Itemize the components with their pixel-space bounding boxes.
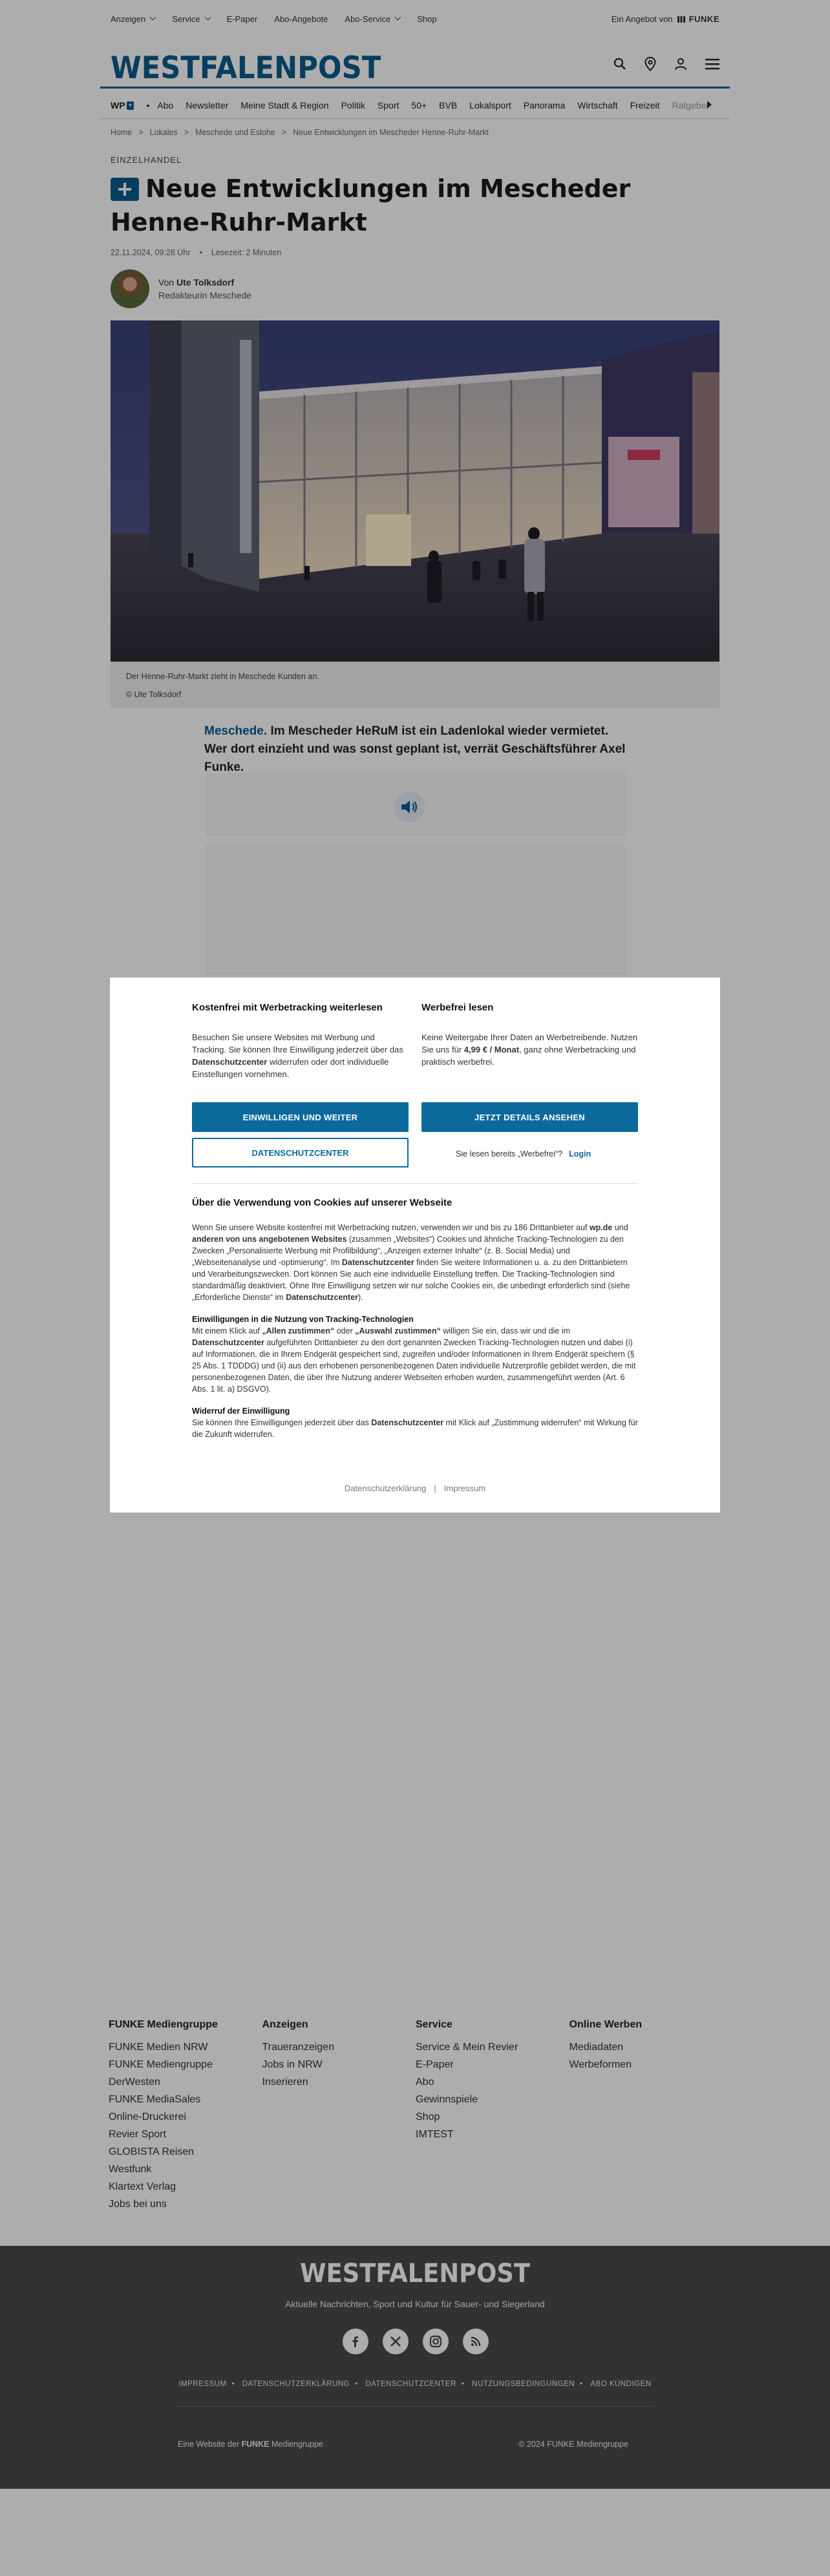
- footer-col-title: Online Werben: [569, 2019, 643, 2030]
- footer-link[interactable]: Werbeformen: [569, 2059, 632, 2070]
- offer-brand: FUNKE: [688, 14, 719, 24]
- consent-paragraph-2: [192, 1325, 638, 1395]
- link-sep: •: [231, 2380, 235, 2388]
- footer-link[interactable]: Revier Sport: [109, 2129, 166, 2140]
- topbar-link-label: Abo-Service: [345, 14, 391, 24]
- nav-item-politik[interactable]: Politik: [341, 100, 365, 110]
- text: ).: [358, 1293, 363, 1302]
- text: oder: [336, 1326, 353, 1335]
- footer-link[interactable]: Online-Druckerei: [109, 2111, 187, 2122]
- nav-item-ratgeber[interactable]: Ratgeber: [672, 100, 710, 110]
- details-button[interactable]: JETZT DETAILS ANSEHEN: [421, 1102, 638, 1132]
- link-sep: •: [355, 2380, 358, 2388]
- site-logo[interactable]: WESTFALENPOST: [111, 50, 381, 86]
- consent-left-text: [192, 1031, 409, 1080]
- nav-item-sport[interactable]: Sport: [377, 100, 399, 110]
- privacy-center-link[interactable]: Datenschutzcenter: [192, 1057, 268, 1067]
- publisher-prefix: Eine Website der: [178, 2440, 239, 2449]
- caption-text: Der Henne-Ruhr-Markt zieht in Meschede Kunden an.: [126, 672, 319, 681]
- consent-subtitle-tracking: Einwilligungen in die Nutzung von Tracking-Technologien: [192, 1315, 414, 1324]
- privacy-center-link[interactable]: Datenschutzcenter: [192, 1338, 264, 1347]
- other-sites-link[interactable]: anderen von uns angebotenen Websites: [192, 1235, 347, 1244]
- login-link[interactable]: Login: [569, 1149, 591, 1158]
- nav-dot: •: [146, 100, 150, 110]
- footer-link[interactable]: GLOBISTA Reisen: [109, 2146, 195, 2157]
- caption-credit: © Ute Tolksdorf: [126, 690, 182, 699]
- footer-link[interactable]: FUNKE MediaSales: [109, 2094, 201, 2105]
- consent-details: [192, 1197, 638, 1440]
- nav-item-lokalsport[interactable]: Lokalsport: [469, 100, 511, 110]
- consent-right-column: [421, 1002, 638, 1068]
- author-prefix: Von: [158, 277, 175, 288]
- breadcrumb-current: Neue Entwicklungen im Mescheder Henne-Ruhr-Markt: [293, 128, 489, 137]
- text: finden Sie weitere Informationen u. a. zu den Drittanbietern und Verarbeitungszwecken. Dort können Sie auch eine individuelle Einstellung treffen. Die Tracking-Technologien sind standardmäßig deaktiviert. Ohne Ihre Einwilligung setzen wir nur solche Cookies ein, die unbedingt erforderlich sind (siehe „Erforderliche Dienste“ im: [192, 1258, 630, 1302]
- footer-link[interactable]: Traueranzeigen: [262, 2042, 334, 2053]
- footer-link[interactable]: Jobs in NRW: [262, 2059, 323, 2070]
- imprint-link[interactable]: Impressum: [443, 1483, 486, 1493]
- footer-link-abo-kuendigen[interactable]: ABO KÜNDIGEN: [590, 2380, 652, 2388]
- topbar-link-label: Service: [172, 14, 200, 24]
- lead-text: Im Mescheder HeRuM ist ein Ladenlokal wieder vermietet. Wer dort einzieht und was sonst geplant ist, verrät Geschäftsführer Axel Funke.: [204, 724, 626, 774]
- reading-time: Lesezeit: 2 Minuten: [211, 248, 282, 257]
- privacy-center-button[interactable]: DATENSCHUTZCENTER: [192, 1138, 409, 1168]
- footer-link[interactable]: DerWesten: [109, 2077, 160, 2088]
- footer-col-title: Service: [416, 2019, 452, 2030]
- consent-section-title: Über die Verwendung von Cookies auf unserer Webseite: [192, 1197, 452, 1208]
- already-text: Sie lesen bereits „Werbefrei“?: [456, 1149, 563, 1158]
- consent-divider: [192, 1183, 638, 1184]
- breadcrumb-meschede[interactable]: Meschede und Eslohe: [195, 128, 275, 137]
- footer-link[interactable]: Klartext Verlag: [109, 2181, 176, 2192]
- article-date: 22.11.2024, 09:28 Uhr: [111, 248, 191, 257]
- text: (zusammen „Websites“) Cookies und ähnliche Tracking-Technologien zu den Zwecken „Personalisierte Werbung mit Profilbildung“, „Anzeigen externer Inhalte“ (z. B. Social Media) und „Webseitenanalyse und -optimierung“. Im: [192, 1235, 624, 1267]
- consent-dialog: [110, 978, 720, 1513]
- consent-right-title: Werbefrei lesen: [421, 1002, 494, 1013]
- text: und: [614, 1223, 628, 1232]
- offer-prefix: Ein Angebot von: [611, 14, 673, 24]
- author-role: Redakteurin Meschede: [158, 290, 251, 300]
- article-kicker: EINZELHANDEL: [111, 155, 182, 165]
- nav-item-newsletter[interactable]: Newsletter: [186, 100, 229, 110]
- topbar-link-shop[interactable]: Shop: [417, 14, 437, 24]
- text: willigen Sie ein, dass wir und die im: [443, 1326, 570, 1335]
- already-subscribed: [456, 1149, 591, 1158]
- consent-left-title: Kostenfrei mit Werbetracking weiterlesen: [192, 1002, 383, 1013]
- footer-copyright: © 2024 FUNKE Mediengruppe: [518, 2440, 628, 2449]
- breadcrumb-sep: >: [138, 128, 144, 137]
- headline-text: Neue Entwicklungen im Mescheder Henne-Ruhr-Markt: [111, 174, 631, 236]
- footer-link[interactable]: Gewinnspiele: [416, 2094, 478, 2105]
- topbar-link-abo-angebote[interactable]: Abo-Angebote: [274, 14, 328, 24]
- text: Besuchen Sie unsere Websites mit Werbung und Tracking. Sie können Ihre Einwilligung jederzeit über das: [192, 1032, 403, 1054]
- footer-link[interactable]: Abo: [416, 2077, 434, 2088]
- footer-logo[interactable]: WESTFALENPOST: [300, 2259, 530, 2288]
- breadcrumb-lokales[interactable]: Lokales: [149, 128, 178, 137]
- lead-city: Meschede.: [204, 724, 268, 738]
- site-link[interactable]: wp.de: [589, 1223, 613, 1232]
- footer-link[interactable]: FUNKE Mediengruppe: [109, 2059, 213, 2070]
- footer-link[interactable]: Inserieren: [262, 2077, 308, 2088]
- nav-item-freizeit[interactable]: Freizeit: [630, 100, 660, 110]
- topbar-link-label: Anzeigen: [111, 14, 146, 24]
- footer-link-nutzungsbedingungen[interactable]: NUTZUNGSBEDINGUNGEN: [472, 2380, 575, 2388]
- nav-item-panorama[interactable]: Panorama: [523, 100, 566, 110]
- publisher-suffix: Mediengruppe: [271, 2440, 323, 2449]
- privacy-center-link[interactable]: Datenschutzcenter: [341, 1258, 414, 1267]
- footer-link[interactable]: Jobs bei uns: [109, 2199, 167, 2210]
- text: Mit einem Klick auf: [192, 1326, 260, 1335]
- nav-item-50plus[interactable]: 50+: [411, 100, 427, 110]
- footer-link[interactable]: IMTEST: [416, 2129, 454, 2140]
- topbar-link-epaper[interactable]: E-Paper: [226, 14, 258, 24]
- link-sep: •: [580, 2380, 583, 2388]
- footer-link[interactable]: Service & Mein Revier: [416, 2042, 518, 2053]
- footer-sep: |: [434, 1483, 436, 1493]
- privacy-policy-link[interactable]: Datenschutzerklärung: [344, 1483, 427, 1493]
- text: aufgeführten Drittanbieter zu den dort genannten Zwecken Tracking-Technologien nutzen und dabei (i) auf Informationen, die in Ihrem Endgerät gespeichert sind, zugreifen und/oder Informationen in Ihrem Endgerät speichern (§ 25 Abs. 1 TDDDG) und (ii) aus den erhobenen personenbezogenen Daten individuelle Nutzerprofile gebildet werden, die mit personenbezogenen Daten, die über Ihre Nutzung anderer Webseiten erhoben wurden, zusammengeführt werden (Art. 6 Abs. 1 lit. a) DSGVO).: [192, 1338, 636, 1394]
- footer-link-datenschutzcenter[interactable]: DATENSCHUTZCENTER: [365, 2380, 456, 2388]
- nav-item-wirtschaft[interactable]: Wirtschaft: [577, 100, 618, 110]
- nav-item-abo[interactable]: Abo: [157, 100, 174, 110]
- text: mit Klick auf „Zustimmung widerrufen“ mit Wirkung für die Zukunft widerrufen.: [192, 1418, 638, 1439]
- nav-item-meine-stadt[interactable]: Meine Stadt & Region: [240, 100, 329, 110]
- wp-label: WP: [111, 100, 125, 110]
- text: Sie können Ihre Einwilligungen jederzeit über das: [192, 1418, 369, 1427]
- breadcrumb-home[interactable]: Home: [111, 128, 133, 137]
- text: Wenn Sie unsere Website kostenfrei mit Werbetracking nutzen, verwenden wir und bis zu 186 Drittanbieter auf: [192, 1223, 588, 1232]
- footer-link[interactable]: FUNKE Medien NRW: [109, 2042, 208, 2053]
- text-bold: „Auswahl zustimmen“: [355, 1326, 441, 1335]
- consent-paragraph-1: [192, 1222, 638, 1303]
- footer-col-title: Anzeigen: [262, 2019, 308, 2030]
- consent-footer: [110, 1483, 720, 1493]
- author-name[interactable]: Ute Tolksdorf: [176, 277, 235, 288]
- consent-left-column: [192, 1002, 409, 1080]
- footer-col-title: FUNKE Mediengruppe: [109, 2019, 218, 2030]
- text: widerrufen oder dort individuelle Einstellungen vornehmen.: [192, 1057, 389, 1079]
- consent-subtitle-revoke: Widerruf der Einwilligung: [192, 1407, 290, 1416]
- plus-badge: +: [127, 101, 134, 110]
- privacy-center-link[interactable]: Datenschutzcenter: [286, 1293, 359, 1302]
- publisher-brand[interactable]: FUNKE: [241, 2440, 270, 2449]
- text-bold: „Allen zustimmen“: [262, 1326, 335, 1335]
- price: 4,99 € / Monat: [463, 1045, 520, 1054]
- consent-right-text: [421, 1031, 638, 1068]
- text: Keine Weitergabe Ihrer Daten an Werbetreibende. Nutzen Sie uns für: [421, 1032, 638, 1054]
- meta-sep: •: [199, 248, 202, 257]
- nav-item-bvb[interactable]: BVB: [439, 100, 458, 110]
- link-sep: •: [461, 2380, 465, 2388]
- footer-link-datenschutz[interactable]: DATENSCHUTZERKLÄRUNG: [242, 2380, 350, 2388]
- accept-button[interactable]: EINWILLIGEN UND WEITER: [192, 1102, 409, 1132]
- breadcrumb-sep: >: [281, 128, 287, 137]
- footer-link[interactable]: Shop: [416, 2111, 440, 2122]
- privacy-center-link[interactable]: Datenschutzcenter: [371, 1418, 444, 1427]
- text: , ganz ohne Werbetracking und praktisch werbefrei.: [421, 1045, 636, 1067]
- footer-link[interactable]: Westfunk: [109, 2164, 152, 2175]
- consent-paragraph-3: [192, 1417, 638, 1440]
- breadcrumb-sep: >: [184, 128, 189, 137]
- footer-link-impressum[interactable]: IMPRESSUM: [178, 2380, 227, 2388]
- footer-link[interactable]: E-Paper: [416, 2059, 454, 2070]
- footer-link[interactable]: Mediadaten: [569, 2042, 624, 2053]
- footer-tagline: Aktuelle Nachrichten, Sport und Kultur für Sauer- und Siegerland: [285, 2299, 545, 2309]
